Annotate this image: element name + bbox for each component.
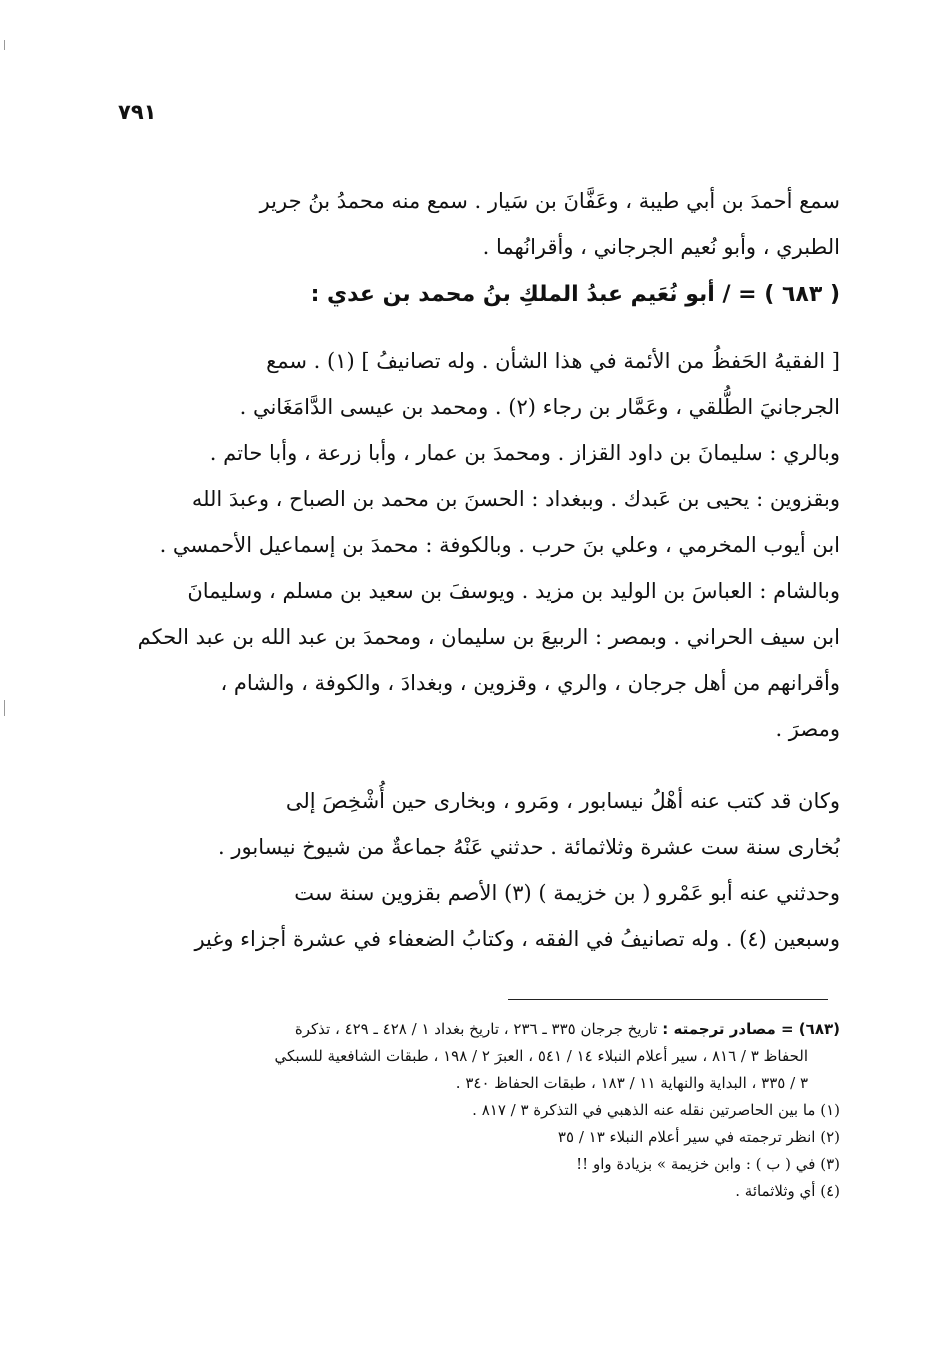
text-line: الطبري ، وأبو نُعيم الجرجاني ، وأقرانُهما . bbox=[482, 235, 840, 259]
text-line: وبالري : سليمانَ بن داود القزاز . ومحمدَ بن عمار ، وأبا زرعة ، وأبا حاتم . bbox=[209, 441, 840, 465]
paragraph-3 bbox=[130, 778, 840, 962]
text-line: [ الفقيهُ الحَفظُ من الأئمة في هذا الشأن . وله تصانيفُ ] (١) . سمع bbox=[266, 349, 840, 373]
footnote-1: (١) ما بين الحاصرتين نقله عنه الذهبي في التذكرة ٣ / ٨١٧ . bbox=[472, 1101, 840, 1119]
text-line: وأقرانهم من أهل جرجان ، والري ، وقزوين ، وبغدادَ ، والكوفة ، والشام ، bbox=[220, 671, 840, 695]
sources-label: (٦٨٣) = مصادر ترجمته : bbox=[662, 1020, 840, 1038]
sources-line bbox=[130, 1016, 840, 1043]
paragraph-2 bbox=[130, 338, 840, 752]
scan-margin-mark bbox=[4, 40, 5, 50]
entry-heading: ( ٦٨٣ ) = / أبو نُعَيم عبدُ الملكِ بنُ محمد بن عدي : bbox=[310, 282, 840, 307]
sources-line: ٣ / ٣٣٥ ، البداية والنهاية ١١ / ١٨٣ ، طبقات الحفاظ ٣٤٠ . bbox=[455, 1074, 808, 1092]
text-line: الجرجانيَ الطُّلقي ، وعَمَّار بن رجاء (٢) . ومحمد بن عيسى الدَّامَغَاني . bbox=[239, 395, 840, 419]
text-line: وحدثني عنه أبو عَمْرو ( بن خزيمة ) (٣) الأصم بقزوين سنة ست bbox=[294, 881, 840, 905]
text-line: ابن أيوب المخرمي ، وعلي بنَ حرب . وبالكوفة : محمدَ بن إسماعيل الأحمسي . bbox=[159, 533, 840, 557]
text-line: وكان قد كتب عنه أهْلُ نيسابور ، ومَرو ، وبخارى حين أُشْخِصَ إلى bbox=[285, 789, 840, 813]
footnote-2: (٢) انظر ترجمته في سير أعلام النبلاء ١٣ / ٣٥ bbox=[557, 1128, 840, 1146]
text-line: وبالشام : العباسَ بن الوليد بن مزيد . ويوسفَ بن سعيد بن مسلم ، وسليمانَ bbox=[187, 579, 840, 603]
text-line: وسبعين (٤) . وله تصانيفُ في الفقه ، وكتابُ الضعفاء في عشرة أجزاء وغير bbox=[194, 927, 840, 951]
footnote-3: (٣) في ( ب ) : وابن خزيمة » بزيادة واو !! bbox=[576, 1155, 840, 1173]
scan-margin-mark bbox=[4, 700, 5, 716]
footnote-4: (٤) أي وثلاثمائة . bbox=[735, 1182, 840, 1200]
footnotes bbox=[130, 1016, 840, 1205]
text-line: بُخارى سنة ست عشرة وثلاثمائة . حدثني عَنْهُ جماعةٌ من شيوخ نيسابور . bbox=[218, 835, 840, 859]
text-line: سمع أحمدَ بن أبي طيبة ، وعَفَّانَ بن سَيار . سمع منه محمدُ بنُ جرير bbox=[259, 189, 840, 213]
paragraph-1 bbox=[130, 178, 840, 270]
footnote-divider bbox=[508, 999, 828, 1000]
page-number: ٧٩١ bbox=[118, 100, 157, 124]
text-line: ابن سيف الحراني . وبمصر : الربيعَ بن سليمان ، ومحمدَ بن عبد الله بن عبد الحكم bbox=[137, 625, 840, 649]
sources-text: تاريخ جرجان ٣٣٥ ـ ٢٣٦ ، تاريخ بغداد ١ / ٤٢٨ ـ ٤٢٩ ، تذكرة bbox=[294, 1020, 658, 1038]
text-line: وبقزوين : يحيى بن عَبدك . وببغداد : الحسنَ بن محمد بن الصباح ، وعبدَ الله bbox=[191, 487, 840, 511]
sources-line: الحفاظ ٣ / ٨١٦ ، سير أعلام النبلاء ١٤ / ٥٤١ ، العبرَ ٢ / ١٩٨ ، طبقات الشافعية للسبكي bbox=[274, 1047, 808, 1065]
text-line: ومصرَ . bbox=[775, 717, 840, 741]
